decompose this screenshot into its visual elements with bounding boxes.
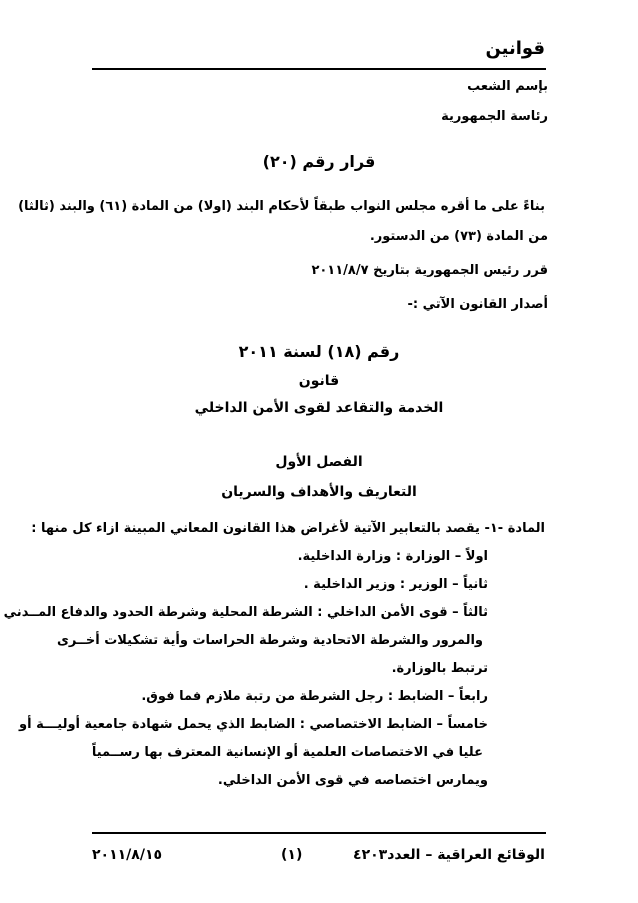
header-line-people: بإسم الشعب: [467, 79, 548, 94]
definition-internal-security-forces-cont-1: والمرور والشرطة الاتحادية وشرطة الحراسات وأية تشكيلات أخــرى: [56, 633, 483, 648]
chapter-subtitle: التعاريف والأهداف والسريان: [221, 484, 417, 500]
decree-paragraph-2: من المادة (٧٣) من الدستور.: [369, 229, 548, 244]
footer-gazette-issue: الوقائع العراقية – العدد٤٢٠٣: [353, 847, 545, 863]
definition-specialist-officer-cont-1: عليا في الاختصاصات العلمية أو الإنسانية المعترف بها رســمياً: [91, 745, 483, 760]
definition-internal-security-forces-cont-2: ترتبط بالوزارة.: [391, 661, 488, 676]
header-divider: [92, 68, 546, 70]
header-title: قوانين: [485, 38, 545, 59]
article-intro: المادة -١- يقصد بالتعابير الآتية لأغراض هذا القانون المعاني المبينة ازاء كل منها :: [31, 521, 545, 536]
decree-paragraph-3: قرر رئيس الجمهورية بتاريخ ٢٠١١/٨/٧: [311, 263, 548, 278]
decree-title: قرار رقم (٢٠): [262, 152, 376, 171]
footer-date: ٢٠١١/٨/١٥: [92, 847, 163, 863]
footer-divider: [92, 832, 546, 834]
footer-page-number: (١): [281, 847, 303, 863]
decree-paragraph-1: بناءً على ما أقره مجلس النواب طبقاً لأحكام البند (اولا) من المادة (٦١) والبند (ثالثا): [18, 199, 545, 214]
chapter-title: الفصل الأول: [275, 454, 363, 470]
law-name: الخدمة والتقاعد لقوى الأمن الداخلي: [194, 400, 444, 416]
definition-officer: رابعاً – الضابط : رجل الشرطة من رتبة ملازم فما فوق.: [141, 689, 488, 704]
definition-specialist-officer: خامساً – الضابط الاختصاصي : الضابط الذي يحمل شهادة جامعية أوليـــة أو: [19, 717, 488, 732]
header-line-presidency: رئاسة الجمهورية: [441, 109, 548, 124]
decree-paragraph-4: أصدار القانون الآتي :-: [407, 297, 548, 312]
definition-minister: ثانياً – الوزير : وزير الداخلية .: [303, 577, 488, 592]
definition-ministry: اولاً – الوزارة : وزارة الداخلية.: [297, 549, 488, 564]
law-label: قانون: [298, 373, 340, 389]
definition-specialist-officer-cont-2: ويمارس اختصاصه في قوى الأمن الداخلي.: [217, 773, 488, 788]
definition-internal-security-forces: ثالثاً – قوى الأمن الداخلي : الشرطة المحلية وشرطة الحدود والدفاع المــدني: [3, 605, 488, 620]
law-number: رقم (١٨) لسنة ٢٠١١: [238, 342, 400, 361]
